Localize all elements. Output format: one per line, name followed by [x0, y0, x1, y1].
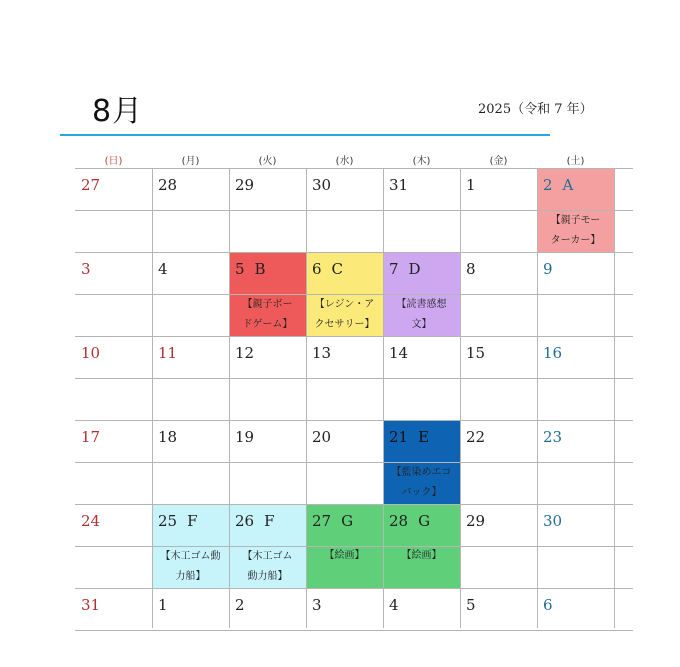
event-label-line: クセサリー】	[314, 319, 375, 330]
weekday-header-row	[75, 150, 633, 168]
event-tag: E	[418, 428, 430, 446]
event-label-line: 【親子モー	[550, 215, 601, 226]
day-number-text: 13	[312, 344, 332, 362]
day-number-text: 17	[81, 428, 101, 446]
event-label-line: 動力船】	[247, 571, 288, 582]
grid-line	[75, 252, 633, 253]
day-number	[466, 512, 485, 530]
day-number-text: 12	[235, 344, 255, 362]
event-label-line: 【親子ボー	[242, 299, 293, 310]
day-number-text: 19	[235, 428, 255, 446]
event-day-number	[543, 176, 573, 194]
day-number	[81, 596, 100, 614]
day-number-text: 28	[389, 512, 409, 530]
day-number	[466, 428, 485, 446]
day-number	[389, 344, 408, 362]
month-title: 8月	[92, 94, 144, 129]
event-day-number	[312, 512, 353, 530]
event-day-number	[312, 260, 343, 278]
weekday-fri: (金)	[489, 156, 508, 167]
day-number-text: 27	[312, 512, 332, 530]
day-number-text: 14	[389, 344, 409, 362]
event-tag: G	[341, 512, 354, 530]
day-number-text: 22	[466, 428, 486, 446]
day-number-text: 4	[158, 260, 168, 278]
day-number-text: 5	[466, 596, 476, 614]
event-tag: F	[187, 512, 198, 530]
day-number	[158, 344, 177, 362]
day-number	[466, 176, 476, 194]
day-number	[389, 596, 399, 614]
day-number	[235, 596, 245, 614]
day-number-text: 3	[312, 596, 322, 614]
day-number-text: 11	[158, 344, 178, 362]
event-label-line: 【絵画】	[401, 550, 442, 561]
event-label-line: 力船】	[175, 571, 206, 582]
event-day-number	[389, 512, 430, 530]
day-number-text: 29	[235, 176, 255, 194]
grid-line	[75, 168, 633, 169]
grid-line	[75, 336, 633, 337]
day-number-text: 15	[466, 344, 486, 362]
day-number	[543, 428, 562, 446]
event-label-line: 文】	[411, 319, 432, 330]
day-number	[543, 344, 562, 362]
day-number	[466, 260, 476, 278]
day-number-text: 6	[543, 596, 553, 614]
day-number	[158, 260, 168, 278]
day-number-text: 2	[543, 176, 553, 194]
day-number-text: 29	[466, 512, 486, 530]
weekday-sat: (土)	[566, 156, 585, 167]
grid-line	[75, 504, 633, 505]
event-tag: B	[254, 260, 266, 278]
day-number	[543, 596, 553, 614]
event-label	[229, 547, 306, 587]
day-number-text: 1	[158, 596, 168, 614]
grid-line	[75, 462, 633, 463]
day-number-text: 21	[389, 428, 409, 446]
event-label-line: 【レジン・ア	[314, 299, 375, 310]
day-number-text: 30	[543, 512, 563, 530]
day-number	[389, 176, 408, 194]
event-day-number	[235, 512, 275, 530]
day-number-text: 6	[312, 260, 322, 278]
event-label-line: 【絵画】	[324, 550, 365, 561]
event-label-line: バック】	[401, 487, 442, 498]
grid-line	[75, 420, 633, 421]
event-day-number	[235, 260, 266, 278]
day-number	[81, 512, 100, 530]
day-number-text: 30	[312, 176, 332, 194]
event-label-line: ターカー】	[550, 235, 601, 246]
event-day-number	[158, 512, 198, 530]
day-number-text: 1	[466, 176, 476, 194]
event-label-line: 【木工ゴム動	[160, 551, 221, 562]
day-number-text: 7	[389, 260, 399, 278]
day-number	[312, 176, 331, 194]
event-day-number	[389, 260, 421, 278]
day-number	[158, 176, 177, 194]
day-number-text: 27	[81, 176, 101, 194]
day-number-text: 31	[389, 176, 409, 194]
weekday-tue: (火)	[258, 156, 277, 167]
event-tag: C	[331, 260, 344, 278]
grid-line	[75, 630, 633, 631]
grid-line	[75, 378, 633, 379]
event-label-line: 【藍染めエコ	[391, 467, 452, 478]
event-label	[383, 463, 460, 503]
day-number	[312, 428, 331, 446]
event-tag: D	[408, 260, 421, 278]
weekday-wed: (水)	[335, 156, 354, 167]
day-number	[466, 344, 485, 362]
event-label	[306, 546, 383, 566]
day-number-text: 26	[235, 512, 255, 530]
event-tag: A	[562, 176, 574, 194]
year-label: 2025（令和 7 年）	[478, 102, 593, 117]
event-label-line: ドゲーム】	[242, 319, 293, 330]
day-number-text: 3	[81, 260, 91, 278]
day-number-text: 31	[81, 596, 101, 614]
day-number	[81, 176, 100, 194]
day-number	[235, 428, 254, 446]
weekday-sun: (日)	[104, 156, 123, 167]
day-number-text: 9	[543, 260, 553, 278]
weekday-mon: (月)	[181, 156, 200, 167]
event-label-line: 【読書感想	[396, 299, 447, 310]
weekday-thu: (木)	[412, 156, 431, 167]
grid-line	[614, 168, 615, 628]
day-number	[81, 260, 91, 278]
day-number	[312, 596, 322, 614]
event-label	[383, 295, 460, 335]
event-label	[306, 295, 383, 335]
day-number-text: 4	[389, 596, 399, 614]
calendar-weeks	[75, 168, 633, 628]
event-label	[537, 211, 614, 251]
day-number	[81, 344, 100, 362]
event-day-number	[389, 428, 429, 446]
day-number	[543, 512, 562, 530]
day-number-text: 18	[158, 428, 178, 446]
day-number	[543, 260, 553, 278]
event-label	[152, 547, 229, 587]
day-number-text: 8	[466, 260, 476, 278]
day-number	[81, 428, 100, 446]
day-number	[235, 176, 254, 194]
day-number	[312, 344, 331, 362]
day-number-text: 28	[158, 176, 178, 194]
event-label-line: 【木工ゴム	[242, 551, 293, 562]
event-label	[383, 546, 460, 566]
event-label	[229, 295, 306, 335]
day-number	[466, 596, 476, 614]
day-number	[158, 428, 177, 446]
day-number-text: 24	[81, 512, 101, 530]
day-number-text: 25	[158, 512, 178, 530]
day-number-text: 2	[235, 596, 245, 614]
day-number-text: 5	[235, 260, 245, 278]
grid-line	[75, 588, 633, 589]
day-number-text: 20	[312, 428, 332, 446]
day-number-text: 10	[81, 344, 101, 362]
day-number-text: 16	[543, 344, 563, 362]
grid-line	[460, 168, 461, 628]
day-number	[235, 344, 254, 362]
day-number	[158, 596, 168, 614]
day-number-text: 23	[543, 428, 563, 446]
title-divider	[60, 134, 550, 136]
event-tag: G	[418, 512, 431, 530]
event-tag: F	[264, 512, 275, 530]
